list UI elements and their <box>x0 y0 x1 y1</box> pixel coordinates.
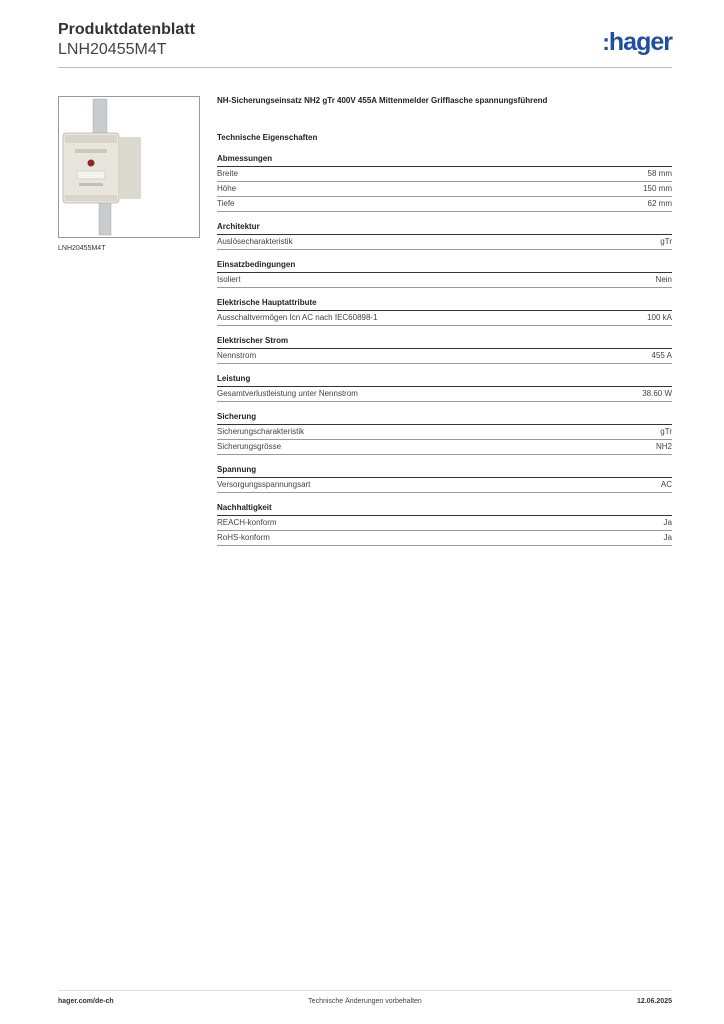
image-caption: LNH20455M4T <box>58 245 106 252</box>
property-groups <box>217 154 672 546</box>
product-details <box>217 96 672 556</box>
property-row <box>217 235 672 250</box>
property-label: Ausschaltvermögen Icn AC nach IEC60898-1 <box>217 313 378 322</box>
group-title: Spannung <box>217 465 672 478</box>
logo-text: hager <box>608 28 672 56</box>
property-group <box>217 222 672 250</box>
property-row <box>217 311 672 326</box>
fuse-illustration <box>59 97 199 237</box>
group-title: Architektur <box>217 222 672 235</box>
property-group <box>217 154 672 212</box>
property-value: Ja <box>663 533 672 542</box>
property-value: gTr <box>660 237 672 246</box>
product-title: NH-Sicherungseinsatz NH2 gTr 400V 455A Mittenmelder Grifflasche spannungsführend <box>217 96 548 105</box>
property-row <box>217 197 672 212</box>
property-label: Isoliert <box>217 275 241 284</box>
footer-notice: Technische Änderungen vorbehalten <box>308 998 422 1005</box>
property-row <box>217 273 672 288</box>
property-row <box>217 478 672 493</box>
group-title: Nachhaltigkeit <box>217 503 672 516</box>
section-heading: Technische Eigenschaften <box>217 133 318 142</box>
property-label: Versorgungsspannungsart <box>217 480 311 489</box>
group-title: Elektrischer Strom <box>217 336 672 349</box>
footer-date: 12.06.2025 <box>636 998 672 1005</box>
property-value: gTr <box>660 427 672 436</box>
property-label: Tiefe <box>217 199 235 208</box>
property-group <box>217 465 672 493</box>
property-label: Sicherungsgrösse <box>217 442 282 451</box>
property-group <box>217 336 672 364</box>
property-value: 38.60 W <box>642 389 672 398</box>
property-group <box>217 503 672 546</box>
group-title: Elektrische Hauptattribute <box>217 298 672 311</box>
property-label: REACH-konform <box>217 518 277 527</box>
group-title: Abmessungen <box>217 154 672 167</box>
document-title: Produktdatenblatt <box>58 21 195 38</box>
property-group <box>217 260 672 288</box>
group-title: Leistung <box>217 374 672 387</box>
property-value: Nein <box>655 275 672 284</box>
property-label: Sicherungscharakteristik <box>217 427 305 436</box>
property-value: 455 A <box>651 351 672 360</box>
property-row <box>217 425 672 440</box>
property-row <box>217 349 672 364</box>
document-header <box>58 20 195 60</box>
footer-website: hager.com/de-ch <box>58 998 114 1005</box>
property-value: 100 kA <box>647 313 672 322</box>
footer-divider <box>58 990 672 991</box>
product-image <box>58 96 200 238</box>
property-label: Gesamtverlustleistung unter Nennstrom <box>217 389 358 398</box>
property-value: 150 mm <box>643 184 672 193</box>
group-title: Sicherung <box>217 412 672 425</box>
property-row <box>217 387 672 402</box>
hager-logo: :hager <box>602 28 672 56</box>
property-row <box>217 531 672 546</box>
property-value: 58 mm <box>647 169 672 178</box>
property-label: Breite <box>217 169 238 178</box>
property-group <box>217 374 672 402</box>
property-label: Höhe <box>217 184 237 193</box>
property-row <box>217 440 672 455</box>
property-value: AC <box>660 480 672 489</box>
property-group <box>217 298 672 326</box>
property-label: Auslösecharakteristik <box>217 237 293 246</box>
property-label: Nennstrom <box>217 351 257 360</box>
property-value: 62 mm <box>647 199 672 208</box>
header-divider <box>58 67 672 68</box>
property-row <box>217 182 672 197</box>
property-label: RoHS-konform <box>217 533 270 542</box>
property-row <box>217 167 672 182</box>
property-group <box>217 412 672 455</box>
product-code: LNH20455M4T <box>58 41 167 58</box>
property-value: NH2 <box>655 442 672 451</box>
group-title: Einsatzbedingungen <box>217 260 672 273</box>
property-value: Ja <box>663 518 672 527</box>
property-row <box>217 516 672 531</box>
